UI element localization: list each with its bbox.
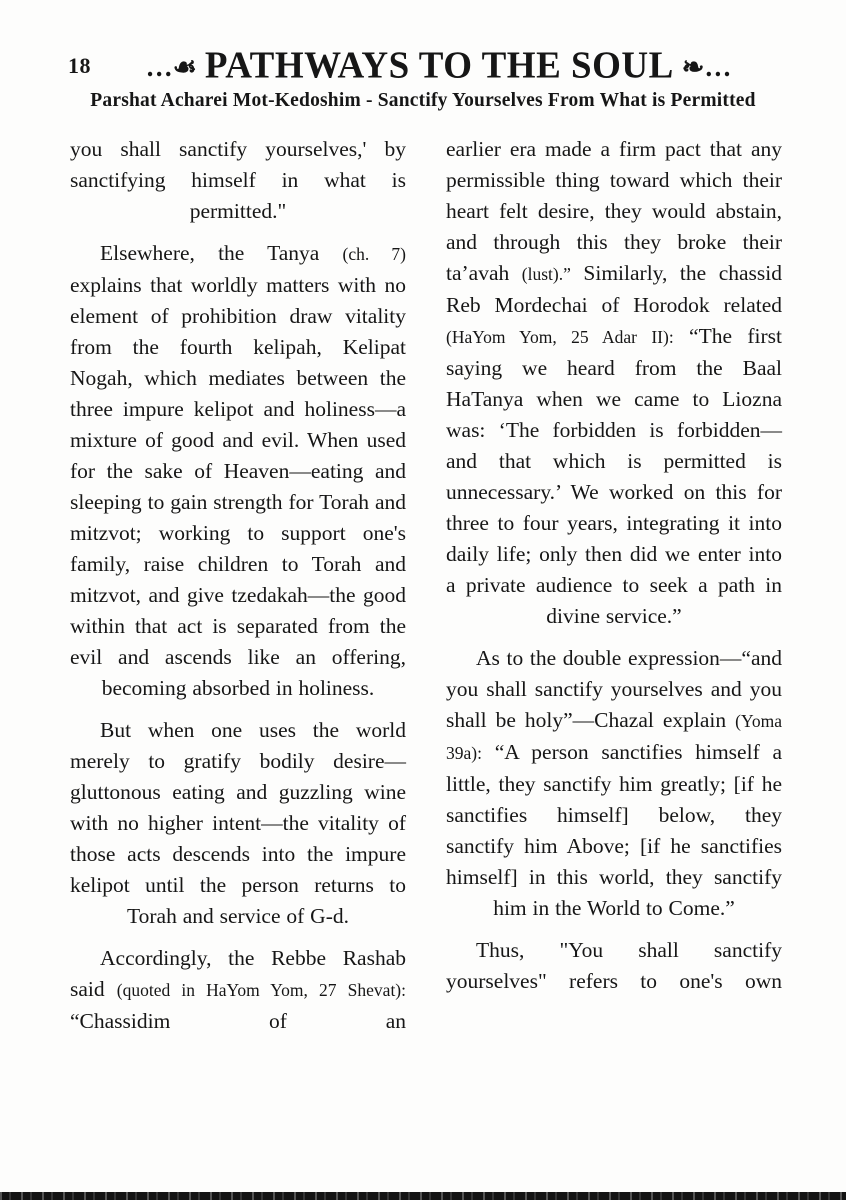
body-text: “The first saying we heard from the Baal HaTanya when we came to Liozna was: ‘The forbidden is forbidden—and that which is permitted is unnecessary.’ We worked on this for three to four years, integrating it into daily life; only then did we enter into a private audience to seek a path in divine service.” (446, 324, 782, 628)
body-text: “A person sanctifies himself a little, they sanctify him greatly; [if he sanctifies himself] below, they sanctify him Above; [if he sanctifies himself] in this world, they sanctify him in the World to Come.” (446, 740, 782, 920)
body-text: Elsewhere, the Tanya (100, 241, 343, 265)
body-paragraph (446, 643, 782, 924)
body-paragraph (70, 715, 406, 932)
text-column-left (70, 134, 406, 1048)
body-text: Thus, "You shall sanctify yourselves" refers to one's own (446, 938, 782, 993)
body-paragraph (70, 134, 406, 227)
body-paragraph (70, 943, 406, 1037)
body-text: you shall sanctify yourselves,' by sanctifying himself in what is permitted." (70, 137, 406, 223)
page-header (0, 0, 846, 87)
citation-text: (Yoma 39a): (446, 711, 782, 763)
page-bottom-edge (0, 1192, 846, 1200)
flourish-right-icon: ❧… (681, 52, 732, 82)
book-title: PATHWAYS TO THE SOUL (204, 44, 674, 87)
body-text: As to the double expression—“and you shall sanctify yourselves and you shall be holy”—Chazal explain (446, 646, 782, 732)
chapter-subtitle: Parshat Acharei Mot-Kedoshim - Sanctify Yourselves From What is Permitted (90, 90, 756, 111)
citation-text: (lust).” (521, 264, 571, 284)
citation-text: (HaYom Yom, 25 Adar II): (446, 327, 674, 347)
citation-text: (quoted in HaYom Yom, 27 Shevat): (116, 980, 406, 1000)
body-text: But when one uses the world merely to gratify bodily desire—gluttonous eating and guzzling wine with no higher intent—the vitality of those acts descends into the impure kelipot until the person returns to Torah and service of G-d. (70, 718, 406, 928)
body-text: Accordingly, the Rebbe Rashab said (70, 946, 406, 1001)
body-paragraph (446, 134, 782, 632)
text-column-right (446, 134, 782, 1048)
body-text: Similarly, the chassid Reb Mordechai of Horodok related (446, 261, 782, 317)
masthead (91, 44, 786, 87)
citation-text: (ch. 7) (342, 244, 406, 264)
flourish-left-icon: …☙ (145, 52, 197, 82)
page-number: 18 (68, 52, 91, 78)
body-text: explains that worldly matters with no element of prohibition draw vitality from the fourth kelipah, Kelipat Nogah, which mediates between the three impure kelipot and holiness—a mixture of good and evil. When used for the sake of Heaven—eating and sleeping to gain strength for Torah and mitzvot; working to support one's family, raise children to Torah and mitzvot, and give tzedakah—the good within that act is separated from the evil and ascends like an offering, becoming absorbed in holiness. (70, 273, 406, 700)
body-text: “Chassidim of an (70, 1009, 406, 1033)
body-paragraph (446, 935, 782, 997)
page-body (0, 112, 846, 1048)
body-paragraph (70, 238, 406, 704)
body-text: earlier era made a firm pact that any permissible thing toward which their heart felt desire, they would abstain, and through this they broke their ta’avah (446, 137, 782, 285)
